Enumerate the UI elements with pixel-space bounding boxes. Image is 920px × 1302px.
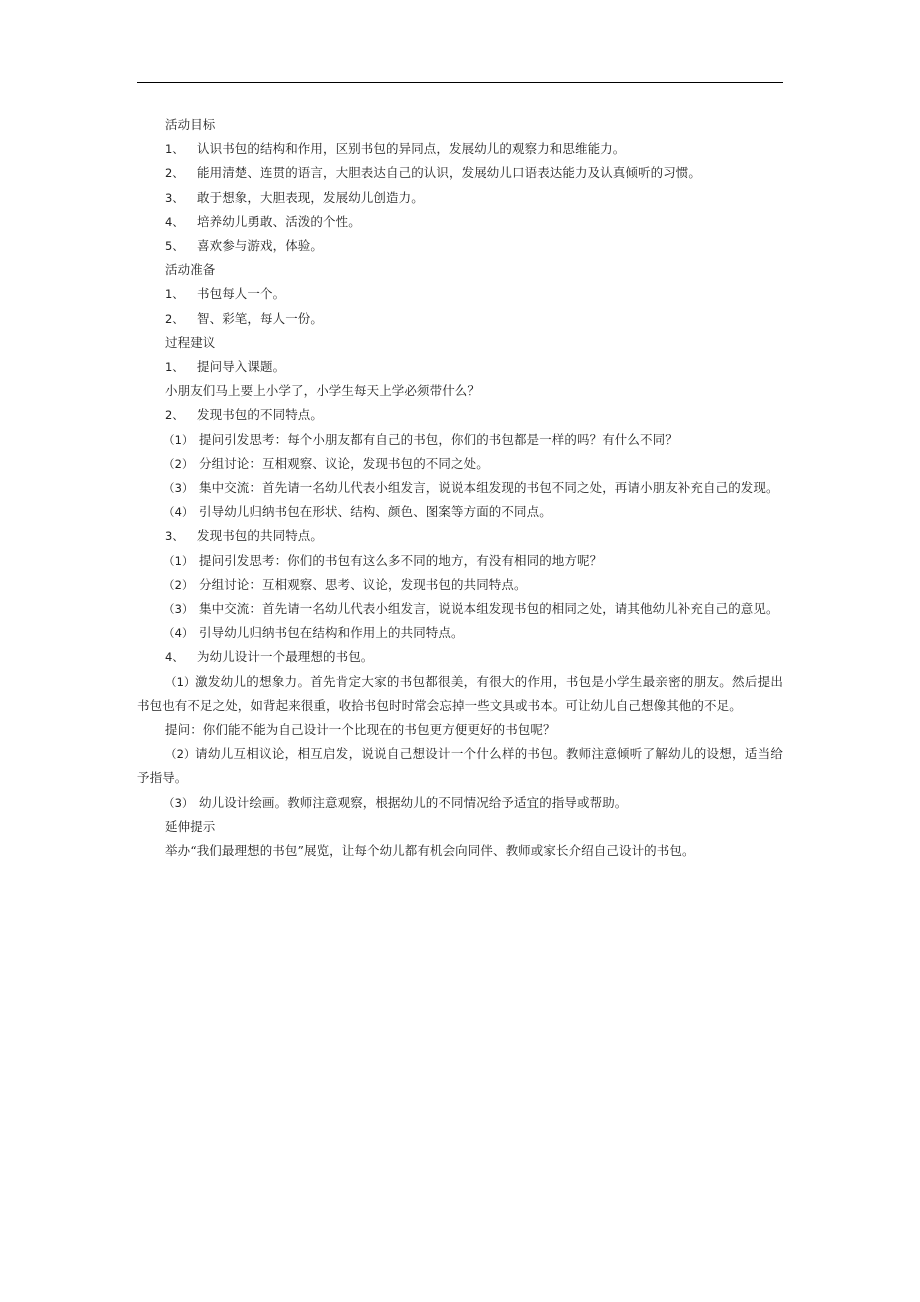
goal-item: 1、 认识书包的结构和作用，区别书包的异同点，发展幼儿的观察力和思维能力。 (165, 141, 626, 157)
process-substep: （3） 集中交流：首先请一名幼儿代表小组发言，说说本组发现的书包不同之处，再请小朋友补充自己的发现。 (163, 480, 779, 496)
process-substep: （2） 分组讨论：互相观察、议论，发现书包的不同之处。 (163, 455, 489, 471)
process-step: 1、 提问导入课题。 (165, 359, 286, 375)
section-title-process: 过程建议 (165, 334, 216, 350)
goal-item: 4、 培养幼儿勇敢、活泼的个性。 (165, 213, 361, 229)
prep-item: 2、 智、彩笔，每人一份。 (165, 310, 324, 326)
process-substep: （1） 提问引发思考：你们的书包有这么多不同的地方，有没有相同的地方呢？ (163, 552, 603, 568)
process-question: 小朋友们马上要上小学了，小学生每天上学必须带什么？ (165, 383, 481, 399)
prep-item: 1、 书包每人一个。 (165, 286, 286, 302)
process-substep: （2） 分组讨论：互相观察、思考、议论，发现书包的共同特点。 (163, 576, 527, 592)
process-substep: （3） 集中交流：首先请一名幼儿代表小组发言，说说本组发现书包的相同之处，请其他幼儿补充自己的意见。 (163, 601, 779, 617)
process-paragraph: （2）请幼儿互相议论，相互启发，说说自己想设计一个什么样的书包。教师注意倾听了解幼儿的设想，适当给予指导。 (137, 746, 783, 786)
process-substep: （4） 引导幼儿归纳书包在结构和作用上的共同特点。 (163, 625, 464, 641)
process-substep: （1） 提问引发思考：每个小朋友都有自己的书包，你们的书包都是一样的吗？有什么不同？ (163, 431, 678, 447)
process-step: 4、 为幼儿设计一个最理想的书包。 (165, 649, 374, 665)
process-question: 提问：你们能不能为自己设计一个比现在的书包更方便更好的书包呢？ (165, 722, 556, 738)
section-title-goals: 活动目标 (165, 117, 216, 132)
header-rule (137, 82, 783, 83)
section-title-extension: 延伸提示 (165, 818, 216, 834)
document-body (137, 113, 783, 863)
section-title-prep: 活动准备 (165, 262, 216, 278)
process-step: 2、 发现书包的不同特点。 (165, 407, 324, 423)
process-substep: （3） 幼儿设计绘画。教师注意观察，根据幼儿的不同情况给予适宜的指导或帮助。 (163, 794, 628, 810)
process-substep: （4） 引导幼儿归纳书包在形状、结构、颜色、图案等方面的不同点。 (163, 504, 552, 520)
goal-item: 2、 能用清楚、连贯的语言，大胆表达自己的认识，发展幼儿口语表达能力及认真倾听的习惯。 (165, 165, 702, 181)
goal-item: 5、 喜欢参与游戏，体验。 (165, 238, 324, 254)
process-paragraph: （1）激发幼儿的想象力。首先肯定大家的书包都很美，有很大的作用，书包是小学生最亲密的朋友。然后提出书包也有不足之处，如背起来很重，收拾书包时时常会忘掉一些文具或书本。可让幼儿自己想像其他的不足。 (137, 673, 783, 713)
extension-text: 举办“我们最理想的书包”展览，让每个幼儿都有机会向同伴、教师或家长介绍自己设计的书包。 (165, 843, 695, 859)
process-step: 3、 发现书包的共同特点。 (165, 528, 324, 544)
goal-item: 3、 敢于想象，大胆表现，发展幼儿创造力。 (165, 189, 424, 205)
